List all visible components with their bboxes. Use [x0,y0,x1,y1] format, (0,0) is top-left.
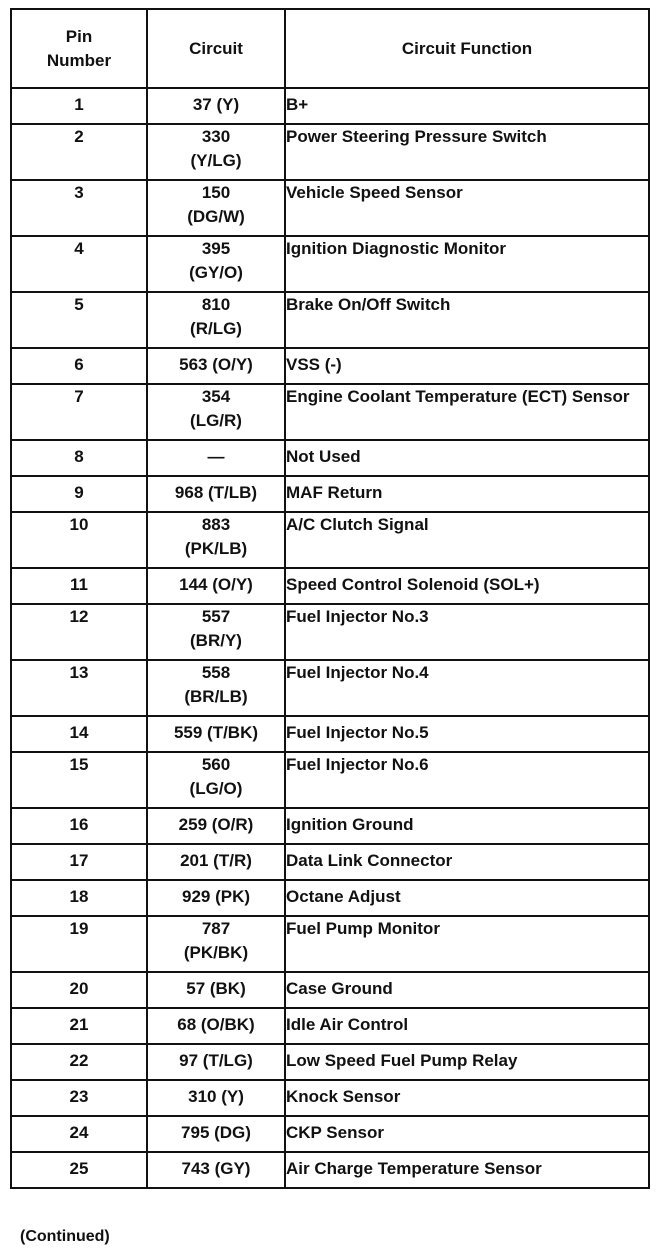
circuit-cell [147,88,285,124]
pin-number-cell: 8 [11,440,147,476]
circuit-cell [147,916,285,972]
table-row [11,568,649,604]
pin-number-cell: 20 [11,972,147,1008]
circuit-function-cell: Data Link Connector [285,844,649,880]
circuit-line: 787 [201,919,231,938]
pin-number-cell: 18 [11,880,147,916]
pin-number-cell: 9 [11,476,147,512]
circuit-line: — [207,447,225,466]
circuit-line: (LG/R) [190,411,242,430]
circuit-cell [147,716,285,752]
circuit-function-cell: Speed Control Solenoid (SOL+) [285,568,649,604]
circuit-cell [147,604,285,660]
continued-note: (Continued) [20,1228,110,1245]
pin-number-cell: 3 [11,180,147,236]
pin-number-cell: 22 [11,1044,147,1080]
circuit-line: 354 [201,387,231,406]
table-row [11,808,649,844]
header-pin-line2: Number [46,50,112,70]
table-row [11,292,649,348]
circuit-line: 810 [201,295,231,314]
circuit-cell [147,180,285,236]
circuit-line: 883 [201,515,231,534]
pin-number-cell: 2 [11,124,147,180]
circuit-function-cell: Octane Adjust [285,880,649,916]
circuit-line: 310 (Y) [188,1087,244,1106]
circuit-function-cell: Case Ground [285,972,649,1008]
pin-number-cell: 6 [11,348,147,384]
pin-number-cell: 15 [11,752,147,808]
header-circuit: Circuit [147,9,285,88]
circuit-function-cell: Fuel Injector No.5 [285,716,649,752]
table-row [11,844,649,880]
header-pin-line1: Pin [65,26,93,46]
circuit-line: 557 [201,607,231,626]
circuit-cell [147,1008,285,1044]
circuit-function-cell: Brake On/Off Switch [285,292,649,348]
circuit-line: (Y/LG) [190,151,242,170]
circuit-cell [147,1116,285,1152]
circuit-function-cell: Fuel Injector No.3 [285,604,649,660]
circuit-cell [147,844,285,880]
circuit-cell [147,808,285,844]
table-row [11,512,649,568]
header-row [11,9,649,88]
table-row [11,1152,649,1188]
circuit-line: 37 (Y) [192,95,240,114]
circuit-line: 795 (DG) [181,1123,251,1142]
circuit-function-cell: Power Steering Pressure Switch [285,124,649,180]
pin-number-cell: 5 [11,292,147,348]
pin-number-cell: 10 [11,512,147,568]
circuit-cell [147,752,285,808]
circuit-cell [147,660,285,716]
pin-number-cell: 17 [11,844,147,880]
table-row [11,1044,649,1080]
circuit-line: 559 (T/BK) [173,723,259,742]
table-row [11,1008,649,1044]
circuit-line: 743 (GY) [181,1159,251,1178]
pin-number-cell: 11 [11,568,147,604]
table-row [11,716,649,752]
pin-number-cell: 16 [11,808,147,844]
circuit-cell [147,124,285,180]
table-row [11,660,649,716]
circuit-line: (BR/LB) [184,687,248,706]
circuit-function-cell: Fuel Injector No.4 [285,660,649,716]
circuit-cell [147,292,285,348]
circuit-function-cell: MAF Return [285,476,649,512]
table-row [11,972,649,1008]
circuit-function-cell: Ignition Ground [285,808,649,844]
table-row [11,476,649,512]
circuit-line: (GY/O) [189,263,243,282]
table-row [11,124,649,180]
circuit-cell [147,440,285,476]
pin-number-cell: 13 [11,660,147,716]
circuit-line: 68 (O/BK) [177,1015,255,1034]
circuit-line: 57 (BK) [186,979,246,998]
circuit-function-cell: Idle Air Control [285,1008,649,1044]
table-row [11,1080,649,1116]
circuit-line: (BR/Y) [190,631,242,650]
table-row [11,384,649,440]
pin-number-cell: 4 [11,236,147,292]
circuit-cell [147,348,285,384]
circuit-line: 201 (T/R) [180,851,252,870]
circuit-function-cell: Not Used [285,440,649,476]
circuit-line: 968 (T/LB) [174,483,258,502]
circuit-function-cell: VSS (-) [285,348,649,384]
circuit-function-cell: Fuel Pump Monitor [285,916,649,972]
circuit-line: 395 [201,239,231,258]
circuit-function-cell: CKP Sensor [285,1116,649,1152]
circuit-function-cell: Air Charge Temperature Sensor [285,1152,649,1188]
table-row [11,880,649,916]
circuit-line: 144 (O/Y) [179,575,253,594]
circuit-line: (R/LG) [190,319,242,338]
circuit-cell [147,236,285,292]
circuit-cell [147,384,285,440]
circuit-line: (PK/LB) [184,539,248,558]
circuit-cell [147,1044,285,1080]
circuit-function-cell: Vehicle Speed Sensor [285,180,649,236]
table-row [11,440,649,476]
table-row [11,604,649,660]
pin-number-cell: 25 [11,1152,147,1188]
circuit-function-cell: Low Speed Fuel Pump Relay [285,1044,649,1080]
pin-number-cell: 12 [11,604,147,660]
circuit-cell [147,512,285,568]
circuit-line: 929 (PK) [181,887,251,906]
circuit-line: 563 (O/Y) [179,355,253,374]
pin-number-cell: 14 [11,716,147,752]
table-row [11,88,649,124]
circuit-function-cell: A/C Clutch Signal [285,512,649,568]
pin-number-cell: 1 [11,88,147,124]
circuit-line: (DG/W) [187,207,245,226]
pin-number-cell: 21 [11,1008,147,1044]
table-row [11,236,649,292]
table-row [11,752,649,808]
pin-table [10,8,650,1189]
pin-number-cell: 23 [11,1080,147,1116]
circuit-cell [147,880,285,916]
circuit-line: (PK/BK) [183,943,249,962]
table-row [11,916,649,972]
header-circuit-function: Circuit Function [285,9,649,88]
circuit-cell [147,1080,285,1116]
circuit-function-cell: Ignition Diagnostic Monitor [285,236,649,292]
table-row [11,180,649,236]
header-pin-number [11,9,147,88]
circuit-cell [147,972,285,1008]
circuit-line: 560 [201,755,231,774]
circuit-function-cell: Fuel Injector No.6 [285,752,649,808]
pin-number-cell: 7 [11,384,147,440]
circuit-line: (LG/O) [189,779,243,798]
circuit-line: 97 (T/LG) [179,1051,253,1070]
table-row [11,1116,649,1152]
table-row [11,348,649,384]
circuit-cell [147,1152,285,1188]
circuit-line: 558 [201,663,231,682]
table-body [11,88,649,1188]
pin-number-cell: 24 [11,1116,147,1152]
circuit-function-cell: Engine Coolant Temperature (ECT) Sensor [285,384,649,440]
circuit-cell [147,476,285,512]
circuit-line: 330 [201,127,231,146]
circuit-function-cell: B+ [285,88,649,124]
circuit-function-cell: Knock Sensor [285,1080,649,1116]
circuit-cell [147,568,285,604]
circuit-line: 259 (O/R) [178,815,254,834]
circuit-line: 150 [201,183,231,202]
pin-number-cell: 19 [11,916,147,972]
